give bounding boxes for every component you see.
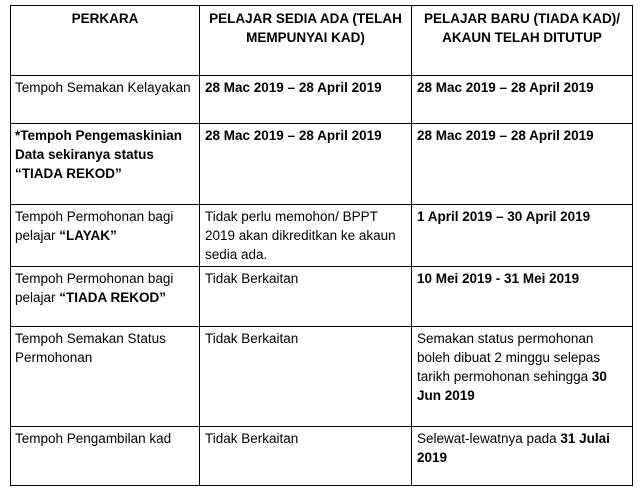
- row-item-text: Tempoh Permohonan bagi pelajar: [15, 209, 174, 243]
- table-header-row: [11, 6, 633, 76]
- row-existing-value: Tidak Berkaitan: [200, 327, 412, 427]
- table-row: [11, 76, 633, 124]
- row-new-value: [412, 327, 633, 427]
- row-new-value: [412, 427, 633, 486]
- row-new-value: 1 April 2019 – 30 April 2019: [412, 205, 633, 267]
- row-item-emphasis: “TIADA REKOD”: [59, 290, 167, 305]
- row-item: Tempoh Semakan Kelayakan: [11, 76, 200, 124]
- table-row: [11, 205, 633, 267]
- row-existing-value: 28 Mac 2019 – 28 April 2019: [200, 76, 412, 124]
- header-new-students: PELAJAR BARU (TIADA KAD)/ AKAUN TELAH DITUTUP: [412, 6, 633, 76]
- row-existing-value: Tidak Berkaitan: [200, 267, 412, 327]
- row-item: Tempoh Pengambilan kad: [11, 427, 200, 486]
- row-new-value: 28 Mac 2019 – 28 April 2019: [412, 76, 633, 124]
- row-item-text: Tempoh Permohonan bagi pelajar: [15, 271, 174, 305]
- table-row: [11, 327, 633, 427]
- table-row: [11, 267, 633, 327]
- row-new-value: 10 Mei 2019 - 31 Mei 2019: [412, 267, 633, 327]
- row-new-value: 28 Mac 2019 – 28 April 2019: [412, 124, 633, 205]
- row-existing-value: Tidak perlu memohon/ BPPT 2019 akan dikreditkan ke akaun sedia ada.: [200, 205, 412, 267]
- row-new-text: Semakan status permohonan boleh dibuat 2 minggu selepas tarikh permohonan sehingga: [417, 331, 601, 384]
- table-row: [11, 427, 633, 486]
- header-perkara: PERKARA: [11, 6, 200, 76]
- row-item: [11, 267, 200, 327]
- row-new-text: Selewat-lewatnya pada: [417, 431, 561, 446]
- row-new-emphasis: 30 Jun 2019: [417, 369, 607, 403]
- schedule-table: [10, 5, 633, 486]
- row-existing-value: Tidak Berkaitan: [200, 427, 412, 486]
- table-row: [11, 124, 633, 205]
- row-item: Tempoh Semakan Status Permohonan: [11, 327, 200, 427]
- row-item-emphasis: “LAYAK”: [59, 228, 117, 243]
- row-existing-value: 28 Mac 2019 – 28 April 2019: [200, 124, 412, 205]
- header-existing-students: PELAJAR SEDIA ADA (TELAH MEMPUNYAI KAD): [200, 6, 412, 76]
- row-item: *Tempoh Pengemaskinian Data sekiranya status “TIADA REKOD”: [11, 124, 200, 205]
- row-item: [11, 205, 200, 267]
- row-new-emphasis: 31 Julai 2019: [417, 431, 610, 465]
